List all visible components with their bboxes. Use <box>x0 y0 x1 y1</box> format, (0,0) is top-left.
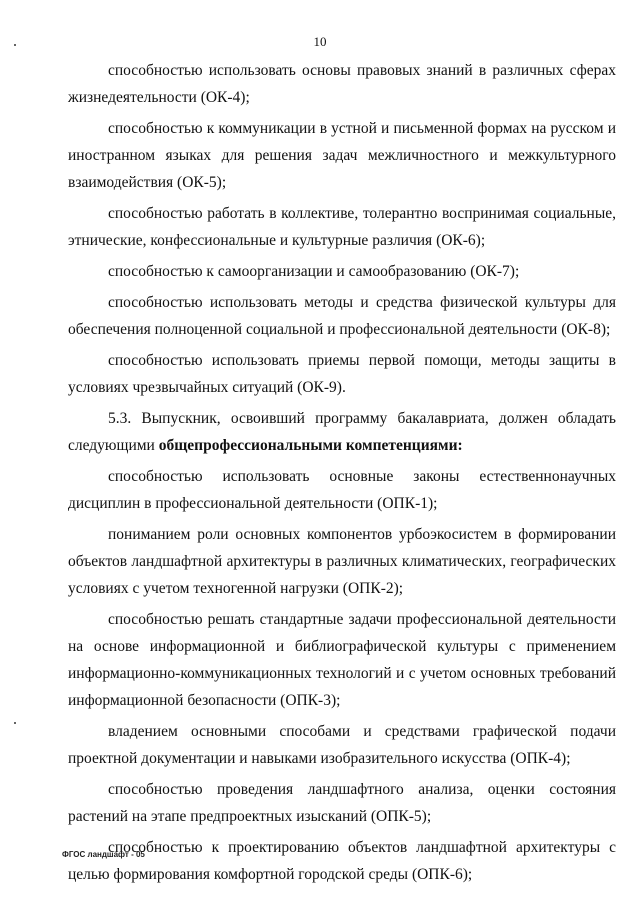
competency-paragraph: способностью решать стандартные задачи профессиональной деятельности на основе информационной и библиографической культуры с применением информационно-коммуникационных технологий и с учетом основных требований информационной безопасности (ОПК-3); <box>68 611 616 709</box>
paragraph: способностью к самоорганизации и самообразованию (ОК-7); <box>108 263 520 280</box>
page-number: 10 <box>313 34 327 49</box>
competency-paragraph: способностью использовать основные законы естественнонаучных дисциплин в профессиональной деятельности (ОПК-1); <box>68 468 616 512</box>
section-intro: 5.3. Выпускник, освоивший программу бакалавриата, должен обладать следующими <box>68 410 616 454</box>
paragraph: способностью использовать приемы первой помощи, методы защиты в условиях чрезвычайных ситуаций (ОК-9). <box>68 352 616 396</box>
scan-speck <box>14 44 16 46</box>
competency-paragraph: способностью проведения ландшафтного анализа, оценки состояния растений на этапе предпроектных изысканий (ОПК-5); <box>68 781 616 825</box>
competency-paragraph: владением основными способами и средствами графической подачи проектной документации и навыками изобразительного искусства (ОПК-4); <box>68 723 616 767</box>
paragraph: способностью использовать методы и средства физической культуры для обеспечения полноценной социальной и профессиональной деятельности (ОК-8); <box>68 294 616 338</box>
page-footer: ФГОС ландшафт - 05 <box>62 850 145 859</box>
competency-paragraph: способностью к проектированию объектов ландшафтной архитектуры с целью формирования комфортной городской среды (ОПК-6); <box>68 839 616 883</box>
document-body <box>68 57 616 892</box>
section-heading-paragraph <box>68 405 616 459</box>
paragraph: способностью к коммуникации в устной и письменной формах на русском и иностранном языках для решения задач межличностного и межкультурного взаимодействия (ОК-5); <box>68 120 616 191</box>
paragraph: способностью использовать основы правовых знаний в различных сферах жизнедеятельности (ОК-4); <box>68 62 616 106</box>
competency-paragraph: пониманием роли основных компонентов урбоэкосистем в формировании объектов ландшафтной архитектуры в различных климатических, географических условиях с учетом техногенной нагрузки (ОПК-2); <box>68 526 616 597</box>
paragraph: способностью работать в коллективе, толерантно воспринимая социальные, этнические, конфессиональные и культурные различия (ОК-6); <box>68 205 616 249</box>
section-bold-term: общепрофессиональными компетенциями: <box>158 437 463 454</box>
scan-speck <box>14 722 16 724</box>
